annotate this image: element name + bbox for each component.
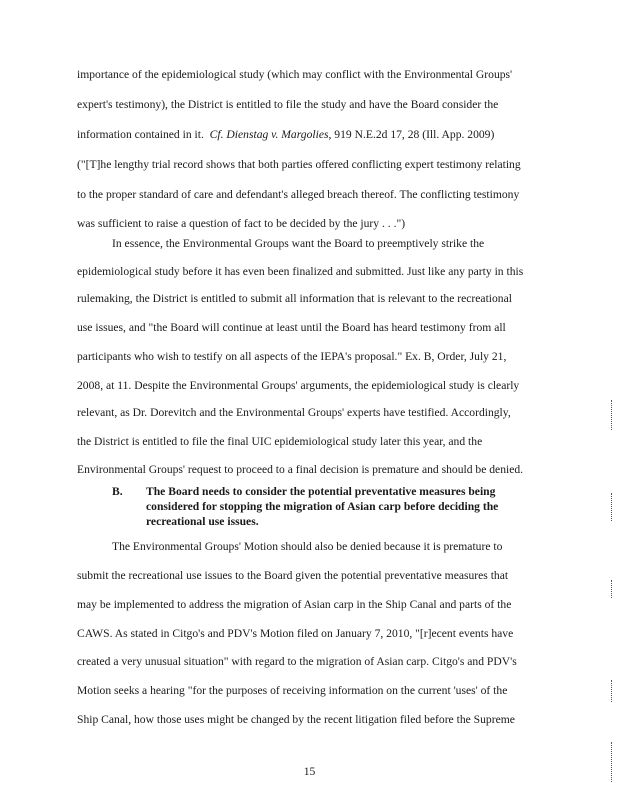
section-heading-line: recreational use issues. (146, 515, 259, 528)
text-line: use issues, and "the Board will continue at least until the Board has heard testimony from all (77, 321, 506, 334)
text-line (77, 128, 494, 142)
text-line: was sufficient to raise a question of fact to be decided by the jury . . .") (77, 217, 406, 230)
text-line: CAWS. As stated in Citgo's and PDV's Motion filed on January 7, 2010, "[r]ecent events have (77, 627, 514, 640)
text-line: The Environmental Groups' Motion should also be denied because it is premature to (112, 540, 503, 553)
section-letter: B. (112, 485, 123, 498)
section-heading-line: The Board needs to consider the potential preventative measures being (146, 485, 496, 498)
text-line: Motion seeks a hearing "for the purposes of receiving information on the current 'uses' of the (77, 684, 508, 697)
text-line: Ship Canal, how those uses might be changed by the recent litigation filed before the Supreme (77, 713, 515, 726)
page-number: 15 (303, 765, 316, 778)
text-line: created a very unusual situation" with regard to the migration of Asian carp. Citgo's and PDV's (77, 655, 517, 668)
citation-case-name: Dienstag v. Margolies (226, 128, 329, 141)
scan-margin-mark (611, 493, 613, 521)
citation-reporter: , 919 N.E.2d 17, 28 (Ill. App. 2009) (328, 128, 495, 141)
scan-margin-mark (611, 742, 613, 782)
text-line: expert's testimony), the District is entitled to file the study and have the Board consider the (77, 98, 499, 111)
scan-margin-mark (611, 680, 613, 702)
text-line: the District is entitled to file the final UIC epidemiological study later this year, and the (77, 435, 483, 448)
text-line: importance of the epidemiological study (which may conflict with the Environmental Groups' (77, 68, 513, 81)
text-segment: information contained in it. (77, 128, 204, 141)
scan-margin-mark (611, 580, 613, 598)
text-line: relevant, as Dr. Dorevitch and the Environmental Groups' experts have testified. Accordingly, (77, 406, 511, 419)
text-line: submit the recreational use issues to the Board given the potential preventative measures that (77, 569, 509, 582)
section-heading-line: considered for stopping the migration of Asian carp before deciding the (146, 500, 499, 513)
citation-signal: Cf. (209, 128, 224, 141)
text-line: ("[T]he lengthy trial record shows that both parties offered conflicting expert testimony relating (77, 158, 521, 171)
scan-margin-mark (611, 400, 613, 430)
text-line: 2008, at 11. Despite the Environmental Groups' arguments, the epidemiological study is clearly (77, 379, 520, 392)
text-line: to the proper standard of care and defendant's alleged breach thereof. The conflicting testimony (77, 188, 520, 201)
text-line: epidemiological study before it has even been finalized and submitted. Just like any party in this (77, 265, 524, 278)
text-line: participants who wish to testify on all aspects of the IEPA's proposal." Ex. B, Order, July 21, (77, 350, 507, 363)
text-line: Environmental Groups' request to proceed to a final decision is premature and should be denied. (77, 463, 524, 476)
text-line: In essence, the Environmental Groups want the Board to preemptively strike the (112, 237, 485, 250)
text-line: may be implemented to address the migration of Asian carp in the Ship Canal and parts of the (77, 598, 512, 611)
text-line: rulemaking, the District is entitled to submit all information that is relevant to the recreational (77, 292, 512, 305)
